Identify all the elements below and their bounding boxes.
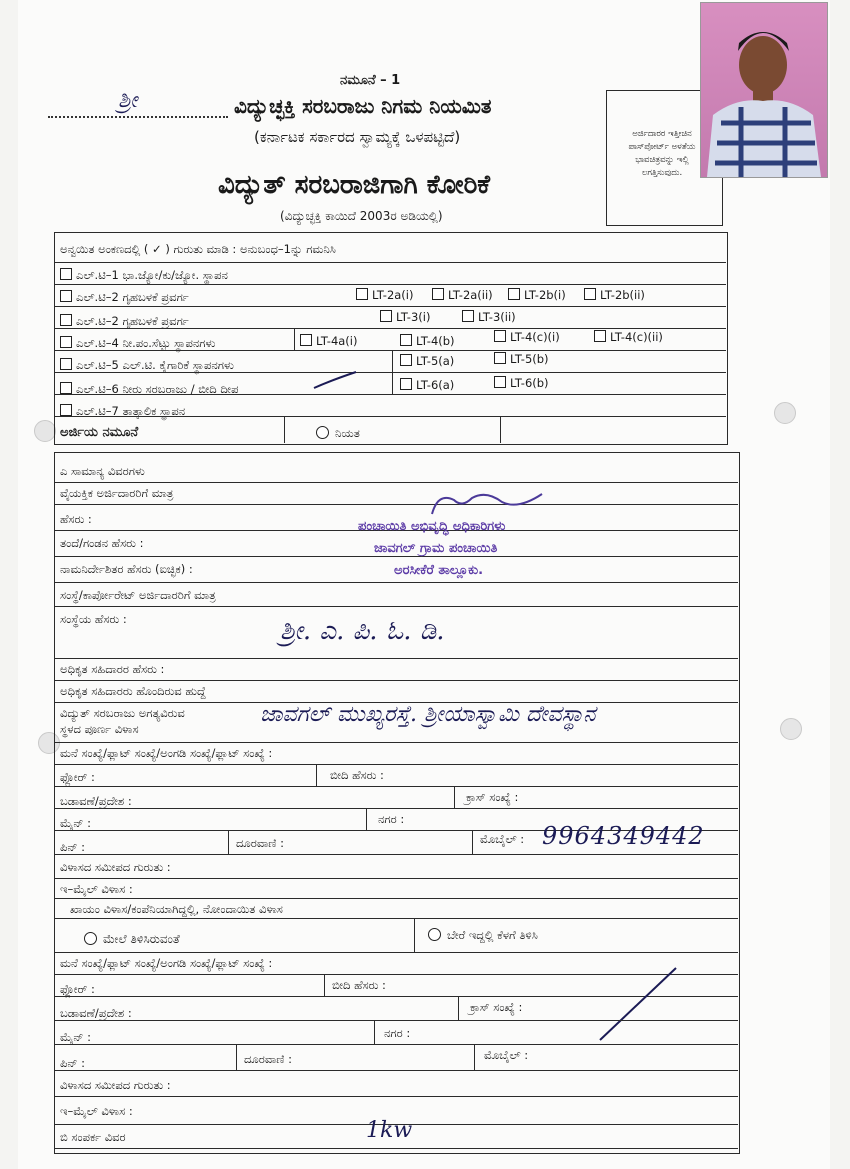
photo-note <box>612 128 712 180</box>
col-divider <box>284 416 285 443</box>
floor-label: ಫ್ಲೋರ್ : <box>60 770 95 784</box>
row-divider <box>54 262 726 263</box>
row-divider <box>54 1070 738 1071</box>
category-row-label: ಎಲ್.ಟಿ–7 ತಾತ್ಕಾಲಿಕ ಸ್ಥಾಪನ <box>76 404 186 418</box>
permanent-address-label: ಖಾಯಂ ವಿಳಾಸ/ಕಂಪೆನಿಯಾಗಿದ್ದಲ್ಲಿ, ನೋಂದಾಯಿತ ವಿಳಾಸ <box>70 902 283 916</box>
mobile-value: 9964349442 <box>542 822 705 850</box>
row-divider <box>54 328 726 329</box>
col-divider <box>414 918 415 952</box>
company-applicants-only: ಸಂಸ್ಥೆ/ಕಾರ್ಪೋರೇಟ್ ಅರ್ಜಿದಾರರಿಗೆ ಮಾತ್ರ <box>60 588 216 602</box>
punch-hole-bottom <box>780 718 802 740</box>
cross-label: ಕ್ರಾಸ್ ಸಂಖ್ಯೆ : <box>466 790 519 804</box>
option-lt2aii[interactable] <box>432 288 493 302</box>
radio-button[interactable] <box>84 932 97 945</box>
row-divider <box>54 680 738 681</box>
section-b-handwritten: 1kw <box>366 1118 413 1143</box>
perm-house-number-label: ಮನೆ ಸಂಖ್ಯೆ/ಫ್ಲಾಟ್ ಸಂಖ್ಯೆ/ಅಂಗಡಿ ಸಂಖ್ಯೆ/ಫ್ಲಾಟ್ ಸಂಖ್ಯೆ : <box>60 956 273 970</box>
option-label: LT-3(i) <box>396 310 431 324</box>
option-label: LT-2a(i) <box>372 288 414 302</box>
act-reference: (ವಿದ್ಯುಚ್ಛಕ್ತಿ ಕಾಯಿದೆ 2003ರ ಅಡಿಯಲ್ಲಿ) <box>280 209 443 223</box>
row-divider <box>54 416 726 417</box>
serial-dotted-line <box>48 116 228 118</box>
perm-mobile-label: ಮೊಬೈಲ್ : <box>484 1048 529 1062</box>
section-b-title: ಬಿ ಸಂಪರ್ಕ ವಿವರ <box>60 1130 126 1144</box>
option-lt4ai[interactable] <box>300 334 357 348</box>
row-divider <box>54 952 738 953</box>
category-row-label: ಎಲ್.ಟಿ–2 ಗೃಹಬಳಕೆ ಪ್ರವರ್ಗ <box>76 314 189 328</box>
option-lt3i[interactable] <box>380 310 430 324</box>
option-label: LT-4(b) <box>416 334 455 348</box>
row-divider <box>54 786 738 787</box>
applicant-photo <box>700 2 828 178</box>
regular-option-label: ನಿಯತ <box>335 426 360 440</box>
row-divider <box>54 1020 738 1021</box>
photo-note-line: ಭಾವಚಿತ್ರವನ್ನು ಇಲ್ಲಿ <box>635 155 689 165</box>
checkbox[interactable] <box>60 290 72 302</box>
main-label: ಮೈನ್ : <box>60 816 91 830</box>
col-divider <box>228 830 229 854</box>
strike-through-mark <box>598 966 678 1042</box>
row-divider <box>54 606 738 607</box>
category-row-lt1[interactable] <box>60 268 228 282</box>
other-address-label: ಬೇರೆ ಇದ್ದಲ್ಲಿ ಕೆಳಗೆ ತಿಳಿಸಿ <box>447 928 538 942</box>
photo-note-line: ಲಗತ್ತಿಸುವುದು. <box>641 168 683 178</box>
person-photo-icon <box>701 3 827 177</box>
option-label: LT-4a(i) <box>316 334 358 348</box>
option-label: LT-5(b) <box>510 352 549 366</box>
other-address-option[interactable] <box>428 928 538 942</box>
checkbox[interactable] <box>584 288 596 300</box>
house-number-label: ಮನೆ ಸಂಖ್ಯೆ/ಫ್ಲಾಟ್ ಸಂಖ್ಯೆ/ಅಂಗಡಿ ಸಂಖ್ಯೆ/ಫ್ಲಾಟ್ ಸಂಖ್ಯೆ : <box>60 746 273 760</box>
checkbox[interactable] <box>400 354 412 366</box>
checkbox[interactable] <box>380 310 392 322</box>
application-form-page <box>18 0 830 1169</box>
form-number: ನಮೂನೆ – 1 <box>340 73 401 88</box>
row-divider <box>54 556 738 557</box>
option-label: LT-3(ii) <box>478 310 516 324</box>
checkbox[interactable] <box>400 378 412 390</box>
photo-note-line: ಅರ್ಜಿದಾರರ ಇತ್ತೀಚಿನ <box>632 129 692 139</box>
row-divider <box>54 482 738 483</box>
father-husband-label: ತಂದೆ/ಗಂಡನ ಹೆಸರು : <box>60 536 144 550</box>
row-divider <box>54 658 738 659</box>
option-label: LT-2b(i) <box>524 288 566 302</box>
checkbox[interactable] <box>508 288 520 300</box>
checkbox[interactable] <box>60 268 72 280</box>
checkbox[interactable] <box>494 352 506 364</box>
individual-applicants-only: ವೈಯಕ್ತಿಕ ಅರ್ಜಿದಾರರಿಗೆ ಮಾತ್ರ <box>60 486 174 500</box>
checkbox[interactable] <box>60 382 72 394</box>
photo-note-line: ಪಾಸ್‌ಪೋರ್ಟ್ ಅಳತೆಯ <box>628 142 696 152</box>
row-divider <box>54 350 726 351</box>
perm-email-label: ಇ–ಮೈಲ್ ವಿಳಾಸ : <box>60 1104 133 1118</box>
category-row-lt5[interactable] <box>60 358 234 372</box>
supply-address-label-line2: ಸ್ಥಳದ ಪೂರ್ಣ ವಿಳಾಸ <box>60 722 139 736</box>
option-label: LT-2b(ii) <box>600 288 645 302</box>
col-divider <box>374 1020 375 1044</box>
option-lt5a[interactable] <box>400 354 454 368</box>
col-divider <box>366 808 367 830</box>
row-divider <box>54 808 738 809</box>
option-lt2bi[interactable] <box>508 288 566 302</box>
option-lt6a[interactable] <box>400 378 454 392</box>
punch-hole-top <box>774 402 796 424</box>
punch-hole-left-top <box>34 420 56 442</box>
panchayat-stamp-line2: ಜಾವಗಲ್ ಗ್ರಾಮ ಪಂಚಾಯಿತಿ <box>374 541 498 556</box>
row-divider <box>54 764 738 765</box>
option-label: LT-2a(ii) <box>448 288 493 302</box>
category-row-label: ಎಲ್.ಟಿ–4 ನೀ.ಪಂ.ಸೆಟ್ಟು ಸ್ಥಾಪನಗಳು <box>76 336 216 350</box>
perm-pin-label: ಪಿನ್ : <box>60 1056 86 1070</box>
row-divider <box>54 284 726 285</box>
area-label: ಬಡಾವಣೆ/ಪ್ರದೇಶ : <box>60 794 132 808</box>
checkbox[interactable] <box>494 330 506 342</box>
general-details-block <box>54 452 740 1154</box>
checkbox[interactable] <box>60 336 72 348</box>
checkbox[interactable] <box>60 404 72 416</box>
col-divider <box>474 1044 475 1070</box>
phone-label: ದೂರವಾಣಿ : <box>236 836 284 850</box>
option-lt4ci[interactable] <box>494 330 560 344</box>
col-divider <box>472 830 473 854</box>
same-as-above-label: ಮೇಲೆ ತಿಳಿಸಿರುವಂತೆ <box>103 932 180 946</box>
row-divider <box>54 1148 738 1149</box>
option-lt3ii[interactable] <box>462 310 516 324</box>
row-divider <box>54 854 738 855</box>
category-row-label: ಎಲ್.ಟಿ–5 ಎಲ್.ಟಿ. ಕೈಗಾರಿಕೆ ಸ್ಥಾಪನಗಳು <box>76 358 234 372</box>
col-divider <box>294 328 295 350</box>
authorised-signatory-post-label: ಅಧಿಕೃತ ಸಹಿದಾರರು ಹೊಂದಿರುವ ಹುದ್ದೆ <box>60 684 206 698</box>
serial-handwritten: ಶ್ರೀ <box>118 88 138 113</box>
organisation-name-label: ಸಂಸ್ಥೆಯ ಹೆಸರು : <box>60 612 127 626</box>
col-divider <box>236 1044 237 1070</box>
row-divider <box>54 878 738 879</box>
checkbox[interactable] <box>300 334 312 346</box>
email-label: ಇ–ಮೈಲ್ ವಿಳಾಸ : <box>60 882 133 896</box>
checkbox[interactable] <box>60 358 72 370</box>
row-divider <box>54 1096 738 1097</box>
option-label: LT-6(b) <box>510 376 549 390</box>
checkbox[interactable] <box>462 310 474 322</box>
category-row-lt3[interactable] <box>60 314 189 328</box>
city-label: ನಗರ : <box>378 812 405 826</box>
row-divider <box>54 372 726 373</box>
col-divider <box>454 786 455 808</box>
mobile-label: ಮೊಬೈಲ್ : <box>480 832 525 846</box>
nominee-label: ನಾಮನಿರ್ದೇಶಿತರ ಹೆಸರು (ಐಚ್ಛಿಕ) : <box>60 562 193 576</box>
category-row-label: ಎಲ್.ಟಿ–2 ಗೃಹಬಳಕೆ ಪ್ರವರ್ಗ <box>76 290 189 304</box>
checkbox[interactable] <box>60 314 72 326</box>
checkbox[interactable] <box>594 330 606 342</box>
name-label: ಹೆಸರು : <box>60 512 92 526</box>
option-lt6b[interactable] <box>494 376 549 390</box>
application-form-label: ಅರ್ಜಿಯ ನಮೂನೆ <box>60 425 139 440</box>
option-lt2ai[interactable] <box>356 288 413 302</box>
col-divider <box>500 416 501 443</box>
supply-address-value: ಜಾವಗಲ್ ಮುಖ್ಯರಸ್ತೆ. ಶ್ರೀಯಾಸ್ವಾಮಿ ದೇವಸ್ಥಾನ <box>260 702 596 727</box>
row-divider <box>54 742 738 743</box>
row-divider <box>54 394 726 395</box>
col-divider <box>458 996 459 1020</box>
row-divider <box>54 582 738 583</box>
perm-city-label: ನಗರ : <box>384 1026 411 1040</box>
option-label: LT-4(c)(ii) <box>610 330 663 344</box>
officer-signature <box>428 488 548 522</box>
category-row-label: ಎಲ್.ಟಿ–6 ನೀರು ಸರಬರಾಜು / ಬೀದಿ ದೀಪ <box>76 382 239 396</box>
organisation-name-value: ಶ್ರೀ. ಎ. ಪಿ. ಓ. ಡಿ. <box>280 616 445 646</box>
option-lt2bii[interactable] <box>584 288 645 302</box>
panchayat-stamp-line1: ಪಂಚಾಯಿತಿ ಅಭಿವೃದ್ಧಿ ಅಧಿಕಾರಿಗಳು <box>358 519 506 534</box>
regular-option[interactable] <box>316 426 360 440</box>
option-lt4b[interactable] <box>400 334 455 348</box>
org-subtitle: (ಕರ್ನಾಟಕ ಸರ್ಕಾರದ ಸ್ವಾಮ್ಯಕ್ಕೆ ಒಳಪಟ್ಟಿದೆ) <box>254 128 461 146</box>
col-divider <box>316 764 317 786</box>
col-divider <box>324 974 325 996</box>
option-label: LT-4(c)(i) <box>510 330 560 344</box>
perm-street-label: ಬೀದಿ ಹೆಸರು : <box>332 978 386 992</box>
row-divider <box>54 918 738 919</box>
radio-button[interactable] <box>316 426 329 439</box>
option-lt4cii[interactable] <box>594 330 663 344</box>
category-row-label: ಎಲ್.ಟಿ–1 ಭಾ.ಜ್ಯೋ/ಕು/ಜ್ಯೋ. ಸ್ಥಾಪನ <box>76 268 228 282</box>
same-as-above-option[interactable] <box>84 932 180 945</box>
perm-landmark-label: ವಿಳಾಸದ ಸಮೀಪದ ಗುರುತು : <box>60 1078 171 1092</box>
landmark-label: ವಿಳಾಸದ ಸಮೀಪದ ಗುರುತು : <box>60 860 171 874</box>
checkbox[interactable] <box>494 376 506 388</box>
checkbox[interactable] <box>400 334 412 346</box>
perm-main-label: ಮೈನ್ : <box>60 1030 91 1044</box>
row-divider <box>54 504 738 505</box>
checkbox[interactable] <box>356 288 368 300</box>
supply-address-label-line1: ವಿದ್ಯುತ್ ಸರಬರಾಜು ಅಗತ್ಯವಿರುವ <box>60 706 185 720</box>
org-title: ವಿದ್ಯುಚ್ಛಕ್ತಿ ಸರಬರಾಜು ನಿಗಮ ನಿಯಮಿತ <box>234 94 492 118</box>
option-label: LT-6(a) <box>416 378 455 392</box>
pin-label: ಪಿನ್ : <box>60 840 86 854</box>
row-divider <box>54 1044 738 1045</box>
category-row-lt2[interactable] <box>60 290 189 304</box>
perm-phone-label: ದೂರವಾಣಿ : <box>244 1052 292 1066</box>
perm-area-label: ಬಡಾವಣೆ/ಪ್ರದೇಶ : <box>60 1006 132 1020</box>
category-instruction: ಅನ್ವಯಿತ ಅಂಕಣದಲ್ಲಿ ( ✓ ) ಗುರುತು ಮಾಡಿ : ಅನುಬಂಧ–1ನ್ನು ಗಮನಿಸಿ <box>60 242 336 256</box>
row-divider <box>54 306 726 307</box>
section-a-title: ಎ ಸಾಮಾನ್ಯ ವಿವರಗಳು <box>60 464 145 478</box>
row-divider <box>54 898 738 899</box>
form-main-title: ವಿದ್ಯುತ್ ಸರಬರಾಜಿಗಾಗಿ ಕೋರಿಕೆ <box>218 170 491 200</box>
street-label: ಬೀದಿ ಹೆಸರು : <box>330 768 384 782</box>
authorised-signatory-name-label: ಅಧಿಕೃತ ಸಹಿದಾರರ ಹೆಸರು : <box>60 662 165 676</box>
checkbox[interactable] <box>432 288 444 300</box>
perm-cross-label: ಕ್ರಾಸ್ ಸಂಖ್ಯೆ : <box>470 1000 523 1014</box>
perm-floor-label: ಫ್ಲೋರ್ : <box>60 982 95 996</box>
handwritten-tick-mark <box>312 370 360 392</box>
option-label: LT-5(a) <box>416 354 455 368</box>
radio-button[interactable] <box>428 928 441 941</box>
panchayat-stamp-line3: ಅರಸೀಕೆರೆ ತಾಲ್ಲೂಕು. <box>394 563 484 578</box>
category-row-lt4[interactable] <box>60 336 215 350</box>
option-lt5b[interactable] <box>494 352 549 366</box>
